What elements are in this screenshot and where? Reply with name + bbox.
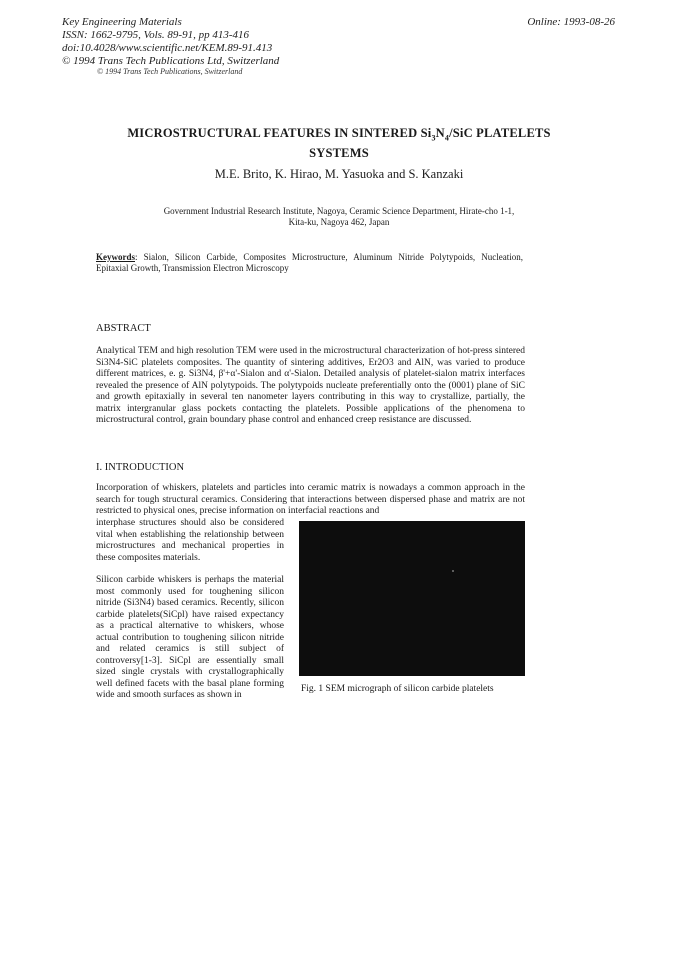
title-line-1 <box>60 126 618 146</box>
keywords-text: : Sialon, Silicon Carbide, Composites Microstructure, Aluminum Nitride Polytypoids, Nucleation, Epitaxial Growth, Transmission Electron Microscopy <box>96 252 523 273</box>
affiliation-line-2: Kita-ku, Nagoya 462, Japan <box>288 217 390 227</box>
title-line-1-post: /SiC PLATELETS <box>449 126 551 140</box>
affiliation <box>60 206 618 228</box>
abstract-body: Analytical TEM and high resolution TEM were used in the microstructural characterization of hot-press sintered Si3N4-SiC platelets composites. The quantity of sintering additives, Er2O3 and AlN, was varied to produce different matrices, e. g. Si3N4, β'+α'-Sialon and α'-Sialon. Detailed analysis of platelet-sialon matrix interfaces revealed the presence of AlN polytypoids. The polytypoids nucleate preferentially onto the (0001) plane of SiC and growth epitaxially in several ten nanometer layers contributing in this way to crystallize, partially, the matrix intergranular glass pockets contacting the platelets. Possible applications of the phenomena to microstructural control, grain boundary phase control and enhanced creep resistance are discussed. <box>96 346 525 425</box>
micrograph-speck <box>452 570 454 572</box>
introduction-column-para-2: Silicon carbide whiskers is perhaps the material most commonly used for toughening silicon nitride (Si3N4) based ceramics. Recently, silicon carbide platelets(SiCpl) have raised expectancy as a practical alternative to whiskers, whose actual contribution to toughening silicon nitride and related ceramics is still subject of controversy[1-3]. SiCpl are essentially small sized single crystals with crystallographically well defined facets with the basal plane forming wide and smooth surfaces as shown in <box>96 575 284 700</box>
abstract-heading: ABSTRACT <box>96 323 151 334</box>
keywords-label: Keywords <box>96 252 135 262</box>
keywords <box>96 252 523 274</box>
title-sub-3: 3 <box>431 133 436 143</box>
paper-title <box>60 126 618 161</box>
ttp-note: © 1994 Trans Tech Publications, Switzerland <box>97 67 243 76</box>
issn-line: ISSN: 1662-9795, Vols. 89-91, pp 413-416 <box>62 29 249 41</box>
authors: M.E. Brito, K. Hirao, M. Yasuoka and S. Kanzaki <box>214 167 464 181</box>
journal-name: Key Engineering Materials <box>62 16 182 28</box>
affiliation-line-1: Government Industrial Research Institute, Nagoya, Ceramic Science Department, Hirate-cho 1-1, <box>163 206 515 216</box>
introduction-column-para-1: interphase structures should also be considered vital when establishing the relationship between microstructures and mechanical properties in these composites materials. <box>96 518 284 563</box>
introduction-full-width: Incorporation of whiskers, platelets and particles into ceramic matrix is nowadays a common approach in the search for tough structural ceramics. Considering that interactions between dispersed phase and matrix are not restricted to physical ones, precise information on interfacial reactions and <box>96 483 525 516</box>
doi-line[interactable]: doi:10.4028/www.scientific.net/KEM.89-91.413 <box>62 42 273 54</box>
title-line-1-pre: MICROSTRUCTURAL FEATURES IN SINTERED Si <box>127 126 432 140</box>
figure-caption: Fig. 1 SEM micrograph of silicon carbide platelets <box>301 684 494 694</box>
online-date: Online: 1993-08-26 <box>527 16 615 28</box>
copyright-line: © 1994 Trans Tech Publications Ltd, Switzerland <box>62 55 280 67</box>
title-n: N <box>435 126 445 140</box>
introduction-heading: I. INTRODUCTION <box>96 462 185 473</box>
title-sub-4: 4 <box>444 133 450 143</box>
sem-micrograph-figure <box>299 521 525 676</box>
title-line-2: SYSTEMS <box>309 145 369 160</box>
journal-meta <box>62 16 279 68</box>
